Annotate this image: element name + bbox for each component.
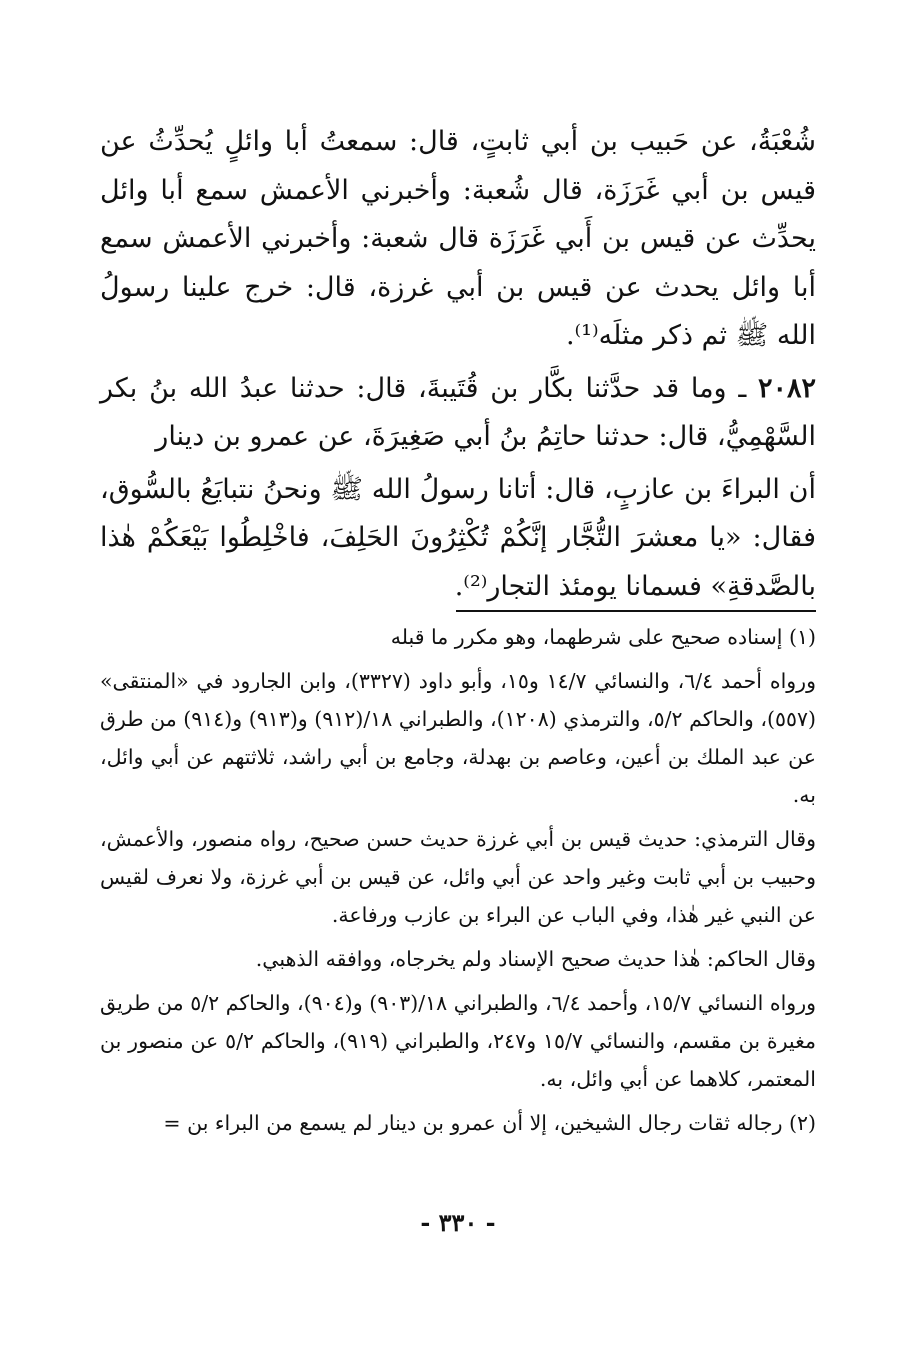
footnotes <box>100 618 816 1148</box>
paragraph-2-text: ـ وما قد حدَّثنا بكَّار بن قُتَيبةَ، قال: حدثنا عبدُ الله بنُ بكر السَّهْمِيُّ، قال: حدثنا حاتِمُ بنُ أبي صَغِيرَةَ، عن عمرو بن دينار <box>100 372 816 452</box>
page-number: - ٣٣٠ - <box>420 1208 496 1237</box>
main-text <box>100 118 816 611</box>
footnote-1-tirmidhi: وقال الترمذي: حديث قيس بن أبي غرزة حديث حسن صحيح، رواه منصور، والأعمش، وحبيب بن أبي ثابت وغير واحد عن أبي وائل، عن قيس بن أبي غرزة، ولا نعرف لقيس عن النبي غير هٰذا، وفي الباب عن البراء بن عازب ورفاعة. <box>100 827 816 927</box>
footnote-1-sources: ورواه أحمد ٦/٤، والنسائي ١٤/٧ و١٥، وأبو داود (٣٣٢٧)، وابن الجارود في «المنتقى» (٥٥٧)، والحاكم ٥/٢، والترمذي (١٢٠٨)، والطبراني ١٨/(٩١٢) و(٩١٣) و(٩١٤) من طرق عن عبد الملك بن أعين، وعاصم بن بهدلة، وجامع بن أبي راشد، ثلاثتهم عن أبي وائل، به. <box>100 669 817 807</box>
footnote-divider <box>456 610 816 612</box>
footnote-1-hakim: وقال الحاكم: هٰذا حديث صحيح الإسناد ولم يخرجاه، ووافقه الذهبي. <box>255 947 816 971</box>
book-page <box>100 118 816 1360</box>
paragraph-2 <box>100 365 816 462</box>
footnote-2: (٢) رجاله ثقات رجال الشيخين، إلا أن عمرو بن دينار لم يسمع من البراء بن = <box>163 1111 816 1135</box>
hadith-number: ٢٠٨٢ <box>757 372 816 404</box>
paragraph-3: أن البراءَ بن عازبٍ، قال: أتانا رسولُ الله ﷺ ونحنُ نتبايَعُ بالسُّوق، فقال: «يا معشرَ التُّجَّار إنَّكُمْ تُكْثِرُونَ الحَلِفَ، فاخْلِطُوا بَيْعَكُمْ هٰذا بالصَّدقةِ» فسمانا يومئذ التجار⁽²⁾. <box>100 473 816 602</box>
footnote-1-heading: (١) إسناده صحيح على شرطهما، وهو مكرر ما قبله <box>390 625 816 649</box>
paragraph-1: شُعْبَةُ، عن حَبيب بن أبي ثابتٍ، قال: سمعتُ أبا وائلٍ يُحدِّثُ عن قيس بن أبي غَرَزَة، قال شُعبة: وأخبرني الأعمش سمع أبا وائل يحدِّث عن قيس بن أَبي غَرَزَة قال شعبة: وأخبرني الأعمش سمع أبا وائل يحدث عن قيس بن أبي غرزة، قال: خرج علينا رسولُ الله ﷺ ثم ذكر مثلَه⁽¹⁾. <box>100 126 816 351</box>
footnote-1-more-sources: ورواه النسائي ١٥/٧، وأحمد ٦/٤، والطبراني ١٨/(٩٠٣) و(٩٠٤)، والحاكم ٥/٢ من طريق مغيرة بن مقسم، والنسائي ١٥/٧ و٢٤٧، والطبراني (٩١٩)، والحاكم ٥/٢ عن منصور بن المعتمر، كلاهما عن أبي وائل، به. <box>100 991 817 1091</box>
